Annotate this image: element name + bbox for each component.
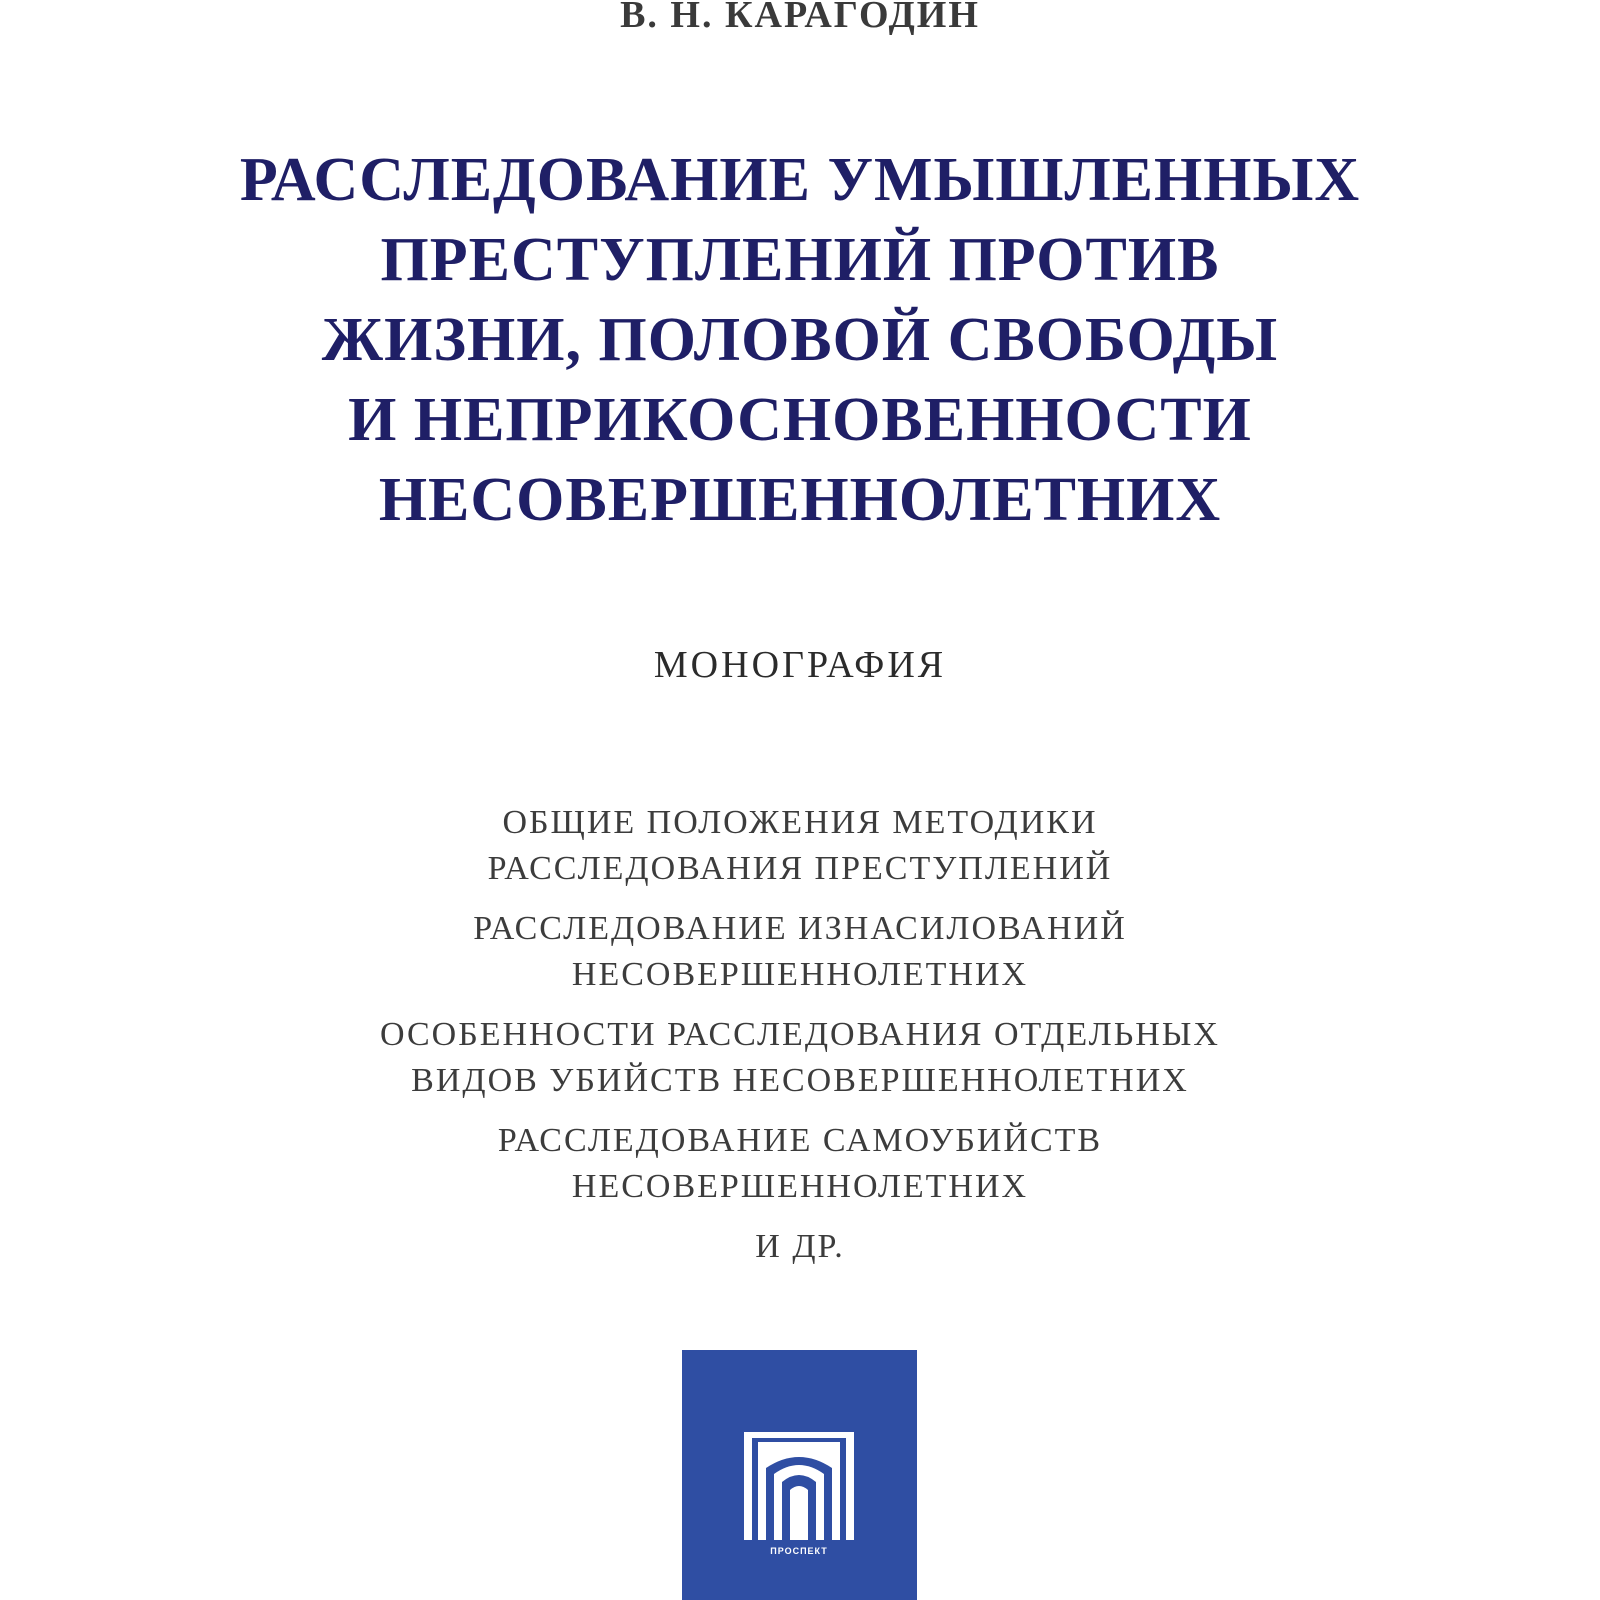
contents-item: [0, 1012, 1600, 1104]
contents-line: РАССЛЕДОВАНИЕ САМОУБИЙСТВ: [497, 1122, 1103, 1159]
contents-list: [0, 800, 1600, 1284]
book-title: [200, 140, 1400, 540]
contents-line: ОСОБЕННОСТИ РАССЛЕДОВАНИЯ ОТДЕЛЬНЫХ: [380, 1016, 1220, 1053]
author-name: В. Н. КАРАГОДИН: [620, 0, 980, 36]
contents-line: ОБЩИЕ ПОЛОЖЕНИЯ МЕТОДИКИ: [502, 804, 1098, 841]
contents-item: [0, 1118, 1600, 1210]
contents-line: НЕСОВЕРШЕННОЛЕТНИХ: [571, 1168, 1029, 1205]
title-line: ПРЕСТУПЛЕНИЙ ПРОТИВ: [380, 226, 1220, 294]
contents-line: РАССЛЕДОВАНИЕ ИЗНАСИЛОВАНИЙ: [473, 910, 1127, 947]
title-line: НЕСОВЕРШЕННОЛЕТНИХ: [378, 466, 1222, 534]
title-line: И НЕПРИКОСНОВЕННОСТИ: [348, 386, 1252, 454]
contents-line: НЕСОВЕРШЕННОЛЕТНИХ: [571, 956, 1029, 993]
contents-line: ВИДОВ УБИЙСТВ НЕСОВЕРШЕННОЛЕТНИХ: [411, 1062, 1189, 1099]
publisher-block: [682, 1350, 917, 1600]
arch-logo-icon: [738, 1428, 860, 1540]
contents-line: РАССЛЕДОВАНИЯ ПРЕСТУПЛЕНИЙ: [487, 850, 1113, 887]
title-line: ЖИЗНИ, ПОЛОВОЙ СВОБОДЫ: [321, 306, 1279, 374]
contents-item: [0, 1224, 1600, 1270]
genre-label: МОНОГРАФИЯ: [653, 644, 947, 686]
contents-item: [0, 800, 1600, 892]
publisher-logo-text: ПРОСПЕКТ: [770, 1546, 828, 1556]
contents-line: И ДР.: [755, 1228, 845, 1265]
title-line: РАССЛЕДОВАНИЕ УМЫШЛЕННЫХ: [239, 146, 1361, 214]
publisher-logo-icon: [738, 1428, 860, 1568]
contents-item: [0, 906, 1600, 998]
